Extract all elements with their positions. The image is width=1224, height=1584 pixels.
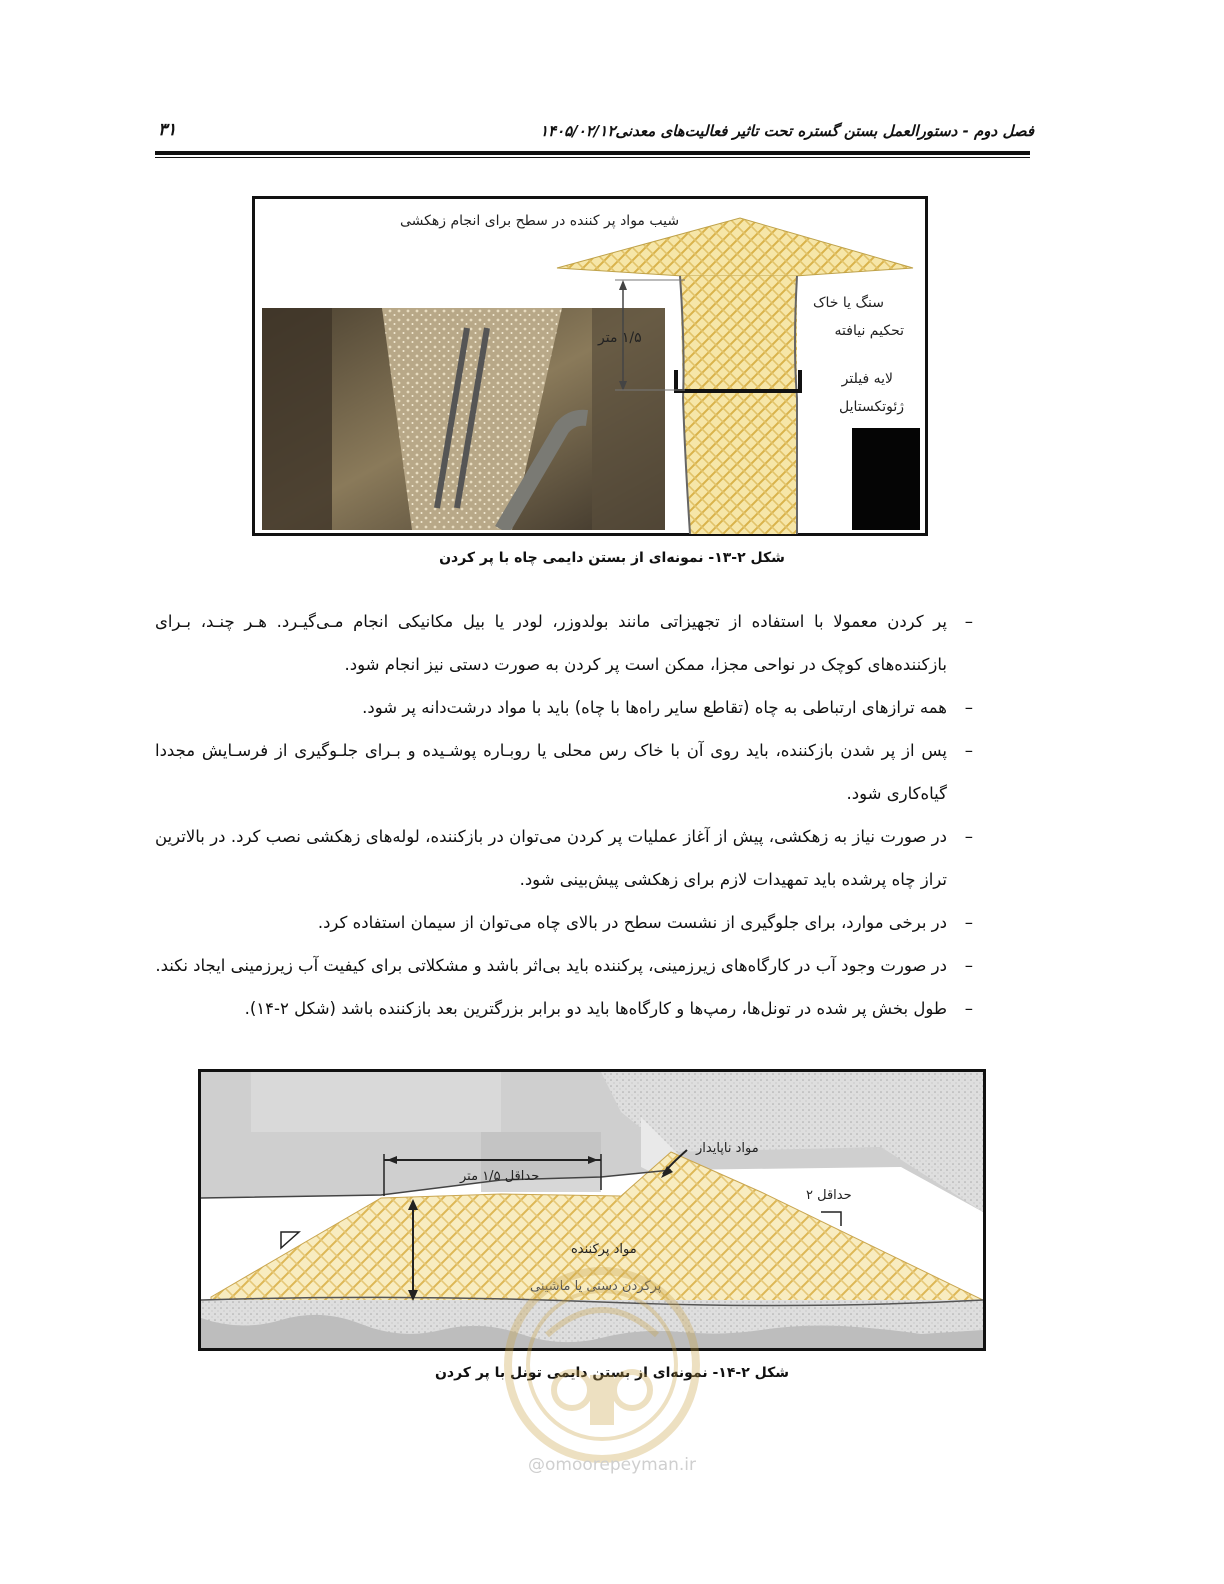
list-item (155, 729, 977, 815)
bullet-marker: – (964, 827, 973, 846)
header-rule-thin (155, 157, 1030, 158)
figure2-caption: شکل ۲-۱۴- نمونه‌ای از بستن دایمی تونل با پر کردن (434, 1365, 790, 1381)
bullet-text: در صورت نیاز به زهکشی، پیش از آغاز عملیات پر کردن می‌توان در بازکننده، لوله‌های زهکشی نصب کرد. در بالاترین تراز چاه پرشده باید تمهیدات لازم برای زهکشی پیش‌بینی شود. (155, 827, 947, 889)
bullet-text: در صورت وجود آب در کارگاه‌های زیرزمینی، پرکننده باید بی‌اثر باشد و مشکلاتی برای کیفیت آب زیرزمینی ایجاد نکند. (155, 956, 947, 975)
bullet-list (155, 600, 977, 1030)
bullet-marker: – (964, 698, 973, 717)
bullet-marker: – (964, 956, 973, 975)
label-filter-line1: لایه فیلتر (841, 371, 893, 387)
label-min-slope: حداقل ۲ (806, 1188, 852, 1203)
watermark-seal-logo (502, 1265, 702, 1465)
label-unstable-material: مواد ناپایدار (696, 1141, 759, 1156)
list-item (155, 815, 977, 901)
page-number: ۳۱ (158, 120, 177, 140)
bullet-marker: – (964, 741, 973, 760)
label-min-length: حداقل ۱/۵ متر (460, 1169, 540, 1184)
list-item (155, 987, 977, 1030)
list-item (155, 686, 977, 729)
bullet-marker: – (964, 612, 973, 631)
bullet-text: پر کردن معمولا با استفاده از تجهیزاتی مانند بولدوزر، لودر یا بیل مکانیکی انجام مـی‌گیـرد. هـر چنـد، بـرای بازکننده‌های کوچک در نواحی مجزا، ممکن است پر کردن به صورت دستی نیز انجام شود. (155, 612, 947, 674)
bullet-text: پس از پر شدن بازکننده، باید روی آن با خاک رس محلی یا روبـاره پوشـیده و بـرای جلـوگیری از فرسـایش مجددا گیاه‌کاری شود. (155, 741, 947, 803)
figure1-caption: شکل ۲-۱۳- نمونه‌ای از بستن دایمی چاه با پر کردن (439, 550, 785, 566)
redaction-block (852, 428, 920, 530)
bullet-text: همه ترازهای ارتباطی به چاه (تقاطع سایر راه‌ها با چاه) باید با مواد درشت‌دانه پر شود. (362, 698, 947, 717)
label-fill-material: مواد پرکننده (571, 1242, 637, 1257)
list-item (155, 901, 977, 944)
watermark-text: @omoorepeyman.ir (527, 1455, 697, 1475)
bullet-marker: – (964, 999, 973, 1018)
label-fill-slope: شیب مواد پر کننده در سطح برای انجام زهکشی (400, 213, 680, 229)
bullet-marker: – (964, 913, 973, 932)
bullet-text: در برخی موارد، برای جلوگیری از نشست سطح در بالای چاه می‌توان از سیمان استفاده کرد. (317, 913, 947, 932)
header-rule-thick (155, 151, 1030, 155)
label-filter-line2: ژئوتکستایل (839, 399, 904, 415)
label-manual-filling: پرکردن دستی یا ماشینی (530, 1279, 662, 1294)
bullet-text: طول بخش پر شده در تونل‌ها، رمپ‌ها و کارگاه‌ها باید دو برابر بزرگترین بعد بازکننده باشد (شکل ۲-۱۴). (244, 999, 947, 1018)
header-title: فصل دوم - دستورالعمل بستن گستره تحت تاثیر فعالیت‌های معدنی۱۴۰۵/۰۲/۱۲ (539, 122, 1034, 140)
label-rock-line1: سنگ یا خاک (813, 295, 884, 311)
list-item (155, 600, 977, 686)
label-rock-line2: تحکیم نیافته (834, 323, 904, 339)
list-item (155, 944, 977, 987)
label-height: ۱/۵ متر (598, 330, 642, 346)
